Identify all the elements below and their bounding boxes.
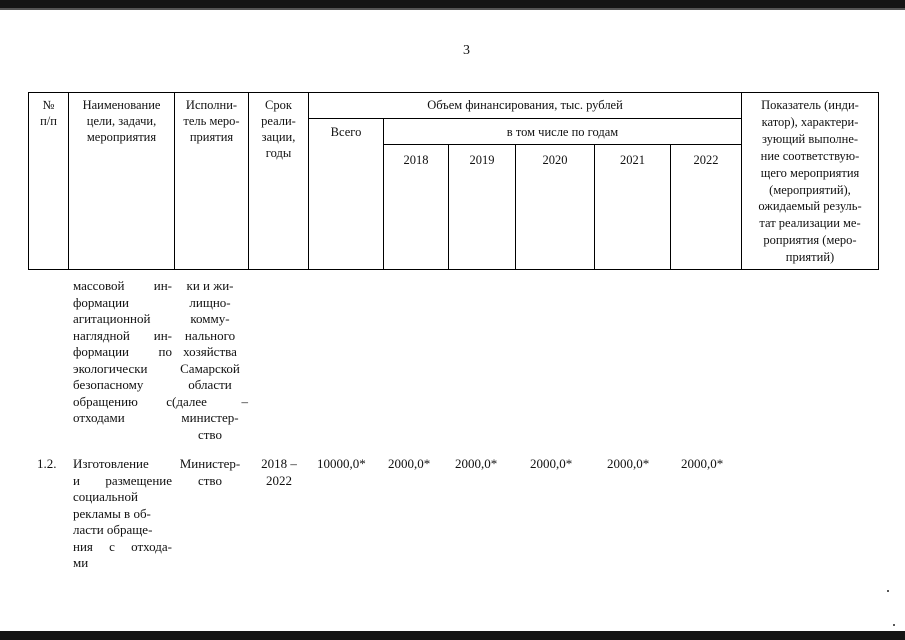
row-1-2-total: 10000,0*	[317, 456, 366, 471]
header-funding-title: Объем финансирования, тыс. рублей	[427, 98, 623, 112]
header-by-years: в том числе по годам	[506, 125, 619, 139]
header-executor: Исполни- тель меро- приятия	[183, 98, 240, 144]
continued-executor: ки и жи- лищно- комму- нального хозяйства Самарской области (далее – министер- ство	[172, 278, 248, 442]
row-1-2-term: 2018 – 2022	[261, 456, 297, 488]
continued-name: массовой ин- формации агитационной наглядной ин- формации по экологически безопасному обращению с отходами	[73, 278, 172, 425]
header-year-2020: 2020	[542, 153, 568, 167]
row-1-2-num: 1.2.	[37, 456, 57, 471]
header-num: № п/п	[40, 98, 57, 128]
header-year-2022: 2022	[693, 153, 719, 167]
row-1-2-year-2019: 2000,0*	[455, 456, 498, 471]
header-indicator: Показатель (инди- катор), характери- зующий выполне- ние соответствую- щего мероприятия (мероприятий), ожидаемый резуль- тат реализации ме- роприятия (меро- приятий)	[758, 98, 862, 265]
row-1-2-year-2018: 2000,0*	[388, 456, 431, 471]
header-term: Срок реали- зации, годы	[261, 98, 296, 160]
scan-bottom-border	[0, 631, 905, 640]
page-number: 3	[463, 43, 470, 58]
row-1-2-executor: Министер- ство	[179, 456, 241, 488]
row-1-2-name: Изготовление и размещение социальной рекламы в об- ласти обраще- ния с отхода- ми	[73, 456, 172, 570]
header-year-2019: 2019	[469, 153, 495, 167]
row-1-2-year-2020: 2000,0*	[530, 456, 573, 471]
scan-top-border-edge	[0, 8, 905, 10]
row-1-2-year-2021: 2000,0*	[607, 456, 650, 471]
scan-speck	[887, 590, 889, 592]
header-year-2021: 2021	[620, 153, 645, 167]
header-year-2018: 2018	[403, 153, 429, 167]
row-1-2-year-2022: 2000,0*	[681, 456, 724, 471]
header-total: Всего	[330, 125, 362, 139]
scan-speck	[893, 624, 895, 626]
table-header	[28, 92, 879, 270]
scan-top-border	[0, 0, 905, 8]
header-name: Наименование цели, задачи, мероприятия	[82, 98, 161, 144]
